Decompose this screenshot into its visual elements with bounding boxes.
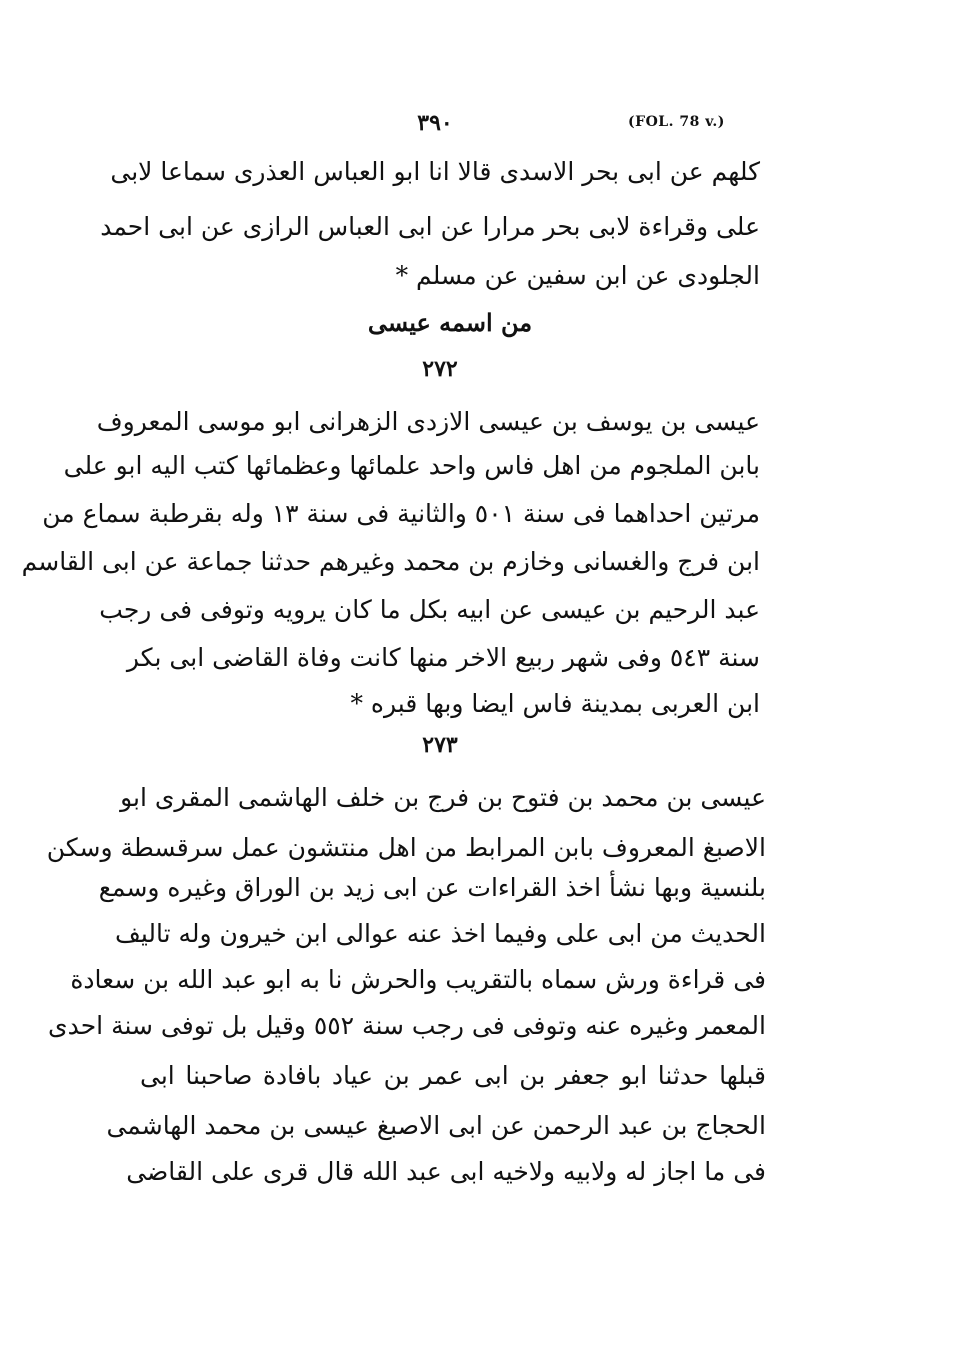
- folio-reference: (FOL. 78 v.): [628, 114, 725, 130]
- entry-line: بلنسية وبها نشأ اخذ القراءات عن ابى زيد بن الوراق وغيره وسمع: [98, 873, 766, 902]
- entry-line: فى قراءة ورش سماه بالتقريب والحرش نا به ابو عبد الله بن سعادة: [70, 965, 766, 994]
- entry-line: سنة ٥٤٣ وفى شهر ربيع الاخر منها كانت وفاة القاضى ابى بكر: [126, 643, 760, 672]
- entry-line: عيسى بن يوسف بن عيسى الازدى الزهرانى ابو موسى المعروف: [96, 407, 760, 436]
- entry-line: بابن الملجوم من اهل فاس واحد علمائها وعظمائها كتب اليه ابو على: [63, 451, 760, 480]
- entry-number: ٢٧٣: [422, 732, 458, 758]
- entry-line: ابن العربى بمدينة فاس ايضا وبها قبره *: [350, 689, 760, 718]
- entry-line: قبلها حدثنا ابو جعفر بن ابى عمر بن عياد بافادة صاحبنا ابى: [140, 1061, 766, 1090]
- entry-line: عيسى بن محمد بن فتوح بن فرج بن خلف الهاشمى المقرى ابو: [120, 783, 766, 812]
- entry-line: المعمر وغيره عنه وتوفى فى رجب سنة ٥٥٢ وقيل بل توفى سنة احدى: [48, 1011, 766, 1040]
- entry-line: فى ما اجاز له ولابيه ولاخيه ابى عبد الله قال قرى على القاضى: [126, 1157, 766, 1186]
- intro-line: الجلودى عن ابن سفين عن مسلم *: [395, 261, 760, 290]
- entry-line: عبد الرحيم بن عيسى عن ابيه بكل ما كان يرويه وتوفى فى رجب: [99, 595, 760, 624]
- page-number: ٣٩٠: [417, 110, 453, 136]
- entry-line: مرتين احداهما فى سنة ٥٠١ والثانية فى سنة ١٣ وله بقرطبة سماع من: [42, 499, 760, 528]
- intro-line: كلهم عن ابى بحر الاسدى قالا انا ابو العباس العذرى سماعا لابى: [110, 157, 760, 186]
- section-heading: من اسمه عيسى: [367, 308, 533, 337]
- entry-line: الحديث من ابى على وفيما اخذ عنه عوالى ابن خيرون وله تاليف: [114, 919, 766, 948]
- intro-line: على وقراءة لابى بحر مرارا عن ابى العباس الرازى عن ابى احمد: [100, 212, 760, 241]
- entry-line: الاصبغ المعروف بابن المرابط من اهل منتشون عمل سرقسطة وسكن: [46, 833, 766, 862]
- entry-line: الحجاج بن عبد الرحمن عن ابى الاصبغ عيسى بن محمد الهاشمى: [106, 1111, 766, 1140]
- entry-number: ٢٧٢: [422, 356, 458, 382]
- entry-line: ابن فرج والغسانى وخازم بن محمد وغيرهم حدثنا جماعة عن ابى القاسم: [21, 547, 760, 576]
